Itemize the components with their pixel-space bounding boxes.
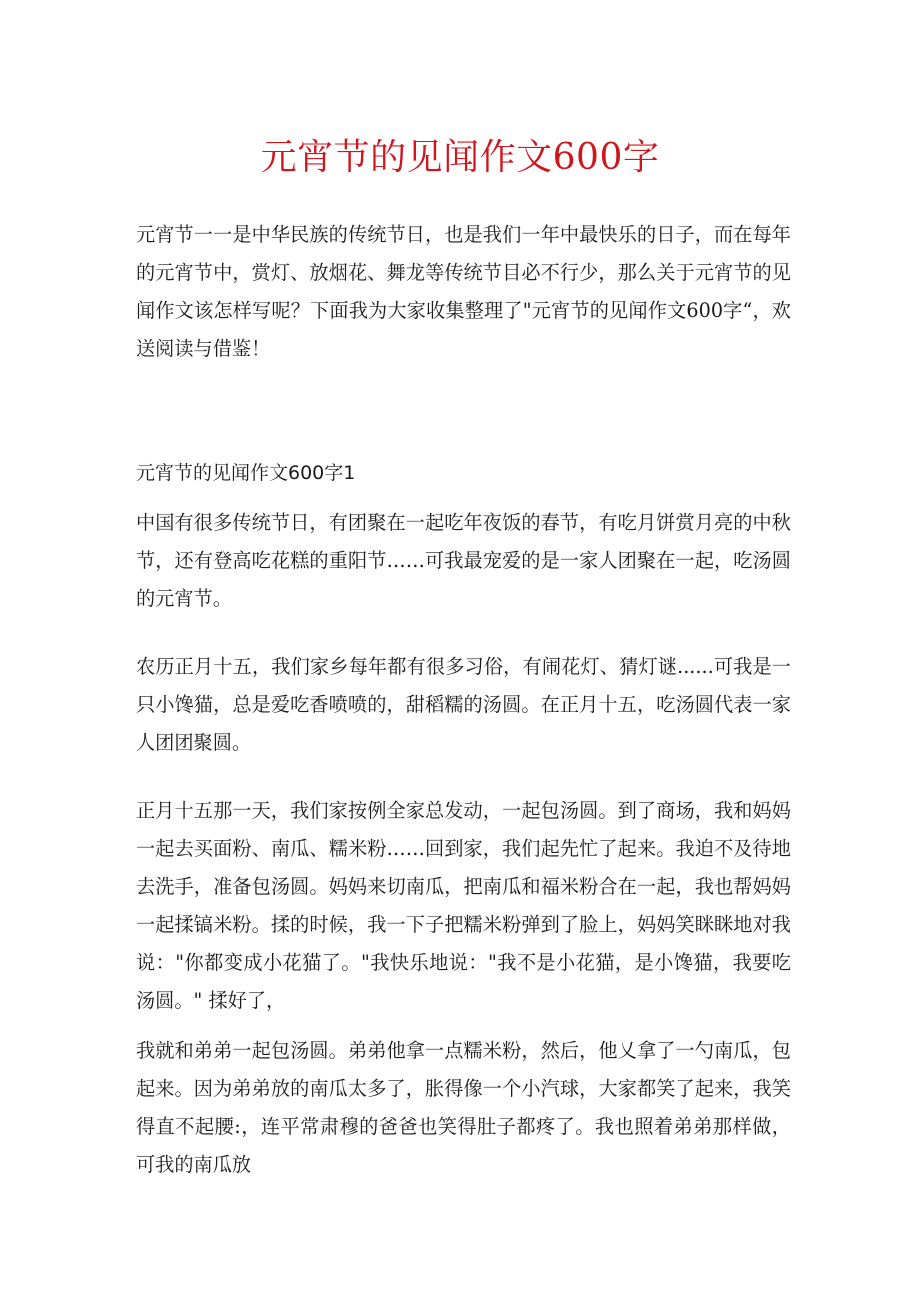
body-paragraph: 农历正月十五，我们家乡每年都有很多习俗，有闹花灯、猜灯谜......可我是一只小馋猫，总是爱吃香喷喷的，甜稻糯的汤圆。在正月十五，吃汤圆代表一家人团团聚圆。: [136, 655, 791, 754]
body-paragraph: 正月十五那一天，我们家按例全家总发动，一起包汤圆。到了商场，我和妈妈一起去买面粉、南瓜、糯米粉……回到家，我们起先忙了起来。我迫不及待地去洗手，准备包汤圆。妈妈来切南瓜，把南瓜和福米粉合在一起，我也帮妈妈一起揉镐米粉。揉的时候，我一下子把糯米粉弹到了脸上，妈妈笑眯眯地对我说："你都变成小花猫了。"我快乐地说："我不是小花猫，是小馋猫，我要吃汤圆。" 揉好了，: [136, 799, 791, 1012]
body-paragraph: 我就和弟弟一起包汤圆。弟弟他拿一点糯米粉，然后，他乂拿了一勺南瓜，包起来。因为弟弟放的南瓜太多了，胀得像一个小汽球，大家都笑了起来，我笑得直不起腰:，连平常肃穆的爸爸也笑得肚子都疼了。我也照着弟弟那样做，可我的南瓜放: [136, 1039, 791, 1176]
intro-paragraph: 元宵节一一是中华民族的传统节日，也是我们一年中最快乐的日子，而在每年的元宵节中，赏灯、放烟花、舞龙等传统节目必不行少，那么关于元宵节的见闻作文该怎样写呢？下面我为大家收集整理了"元宵节的见闻作文600字“，欢送阅读与借鉴！: [136, 223, 791, 360]
body-paragraph: 中国有很多传统节日，有团聚在一起吃年夜饭的春节，有吃月饼赏月亮的中秋节，还有登高吃花糕的重阳节……可我最宠爱的是一家人团聚在一起，吃汤圆的元宵节。: [136, 511, 791, 610]
section-heading: 元宵节的见闻作文600字1: [136, 462, 356, 484]
document-title: 元宵节的见闻作文600字: [260, 137, 660, 178]
